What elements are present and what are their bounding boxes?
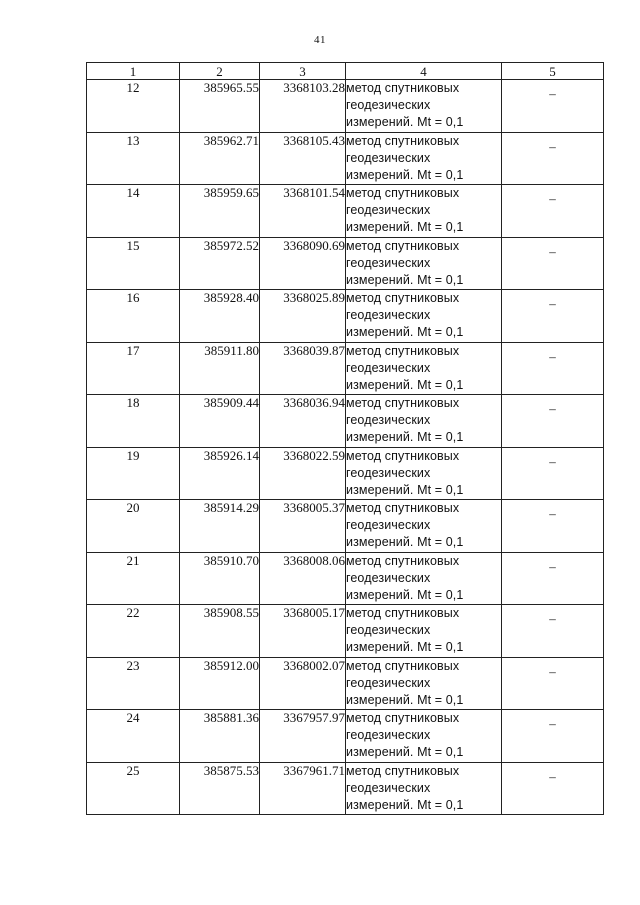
table-header: [87, 63, 604, 80]
method-cell: [346, 710, 502, 763]
page-number: 41: [314, 34, 326, 46]
method-line: метод спутниковых: [346, 81, 460, 95]
point-number-cell: 17: [87, 342, 180, 395]
coordinates-table: [86, 62, 604, 815]
y-coordinate-cell: 3367961.71: [260, 762, 346, 815]
x-coordinate-cell: 385910.70: [180, 552, 260, 605]
method-line: геодезических: [346, 360, 431, 375]
note-cell: [502, 395, 604, 448]
table-row: [87, 447, 604, 500]
note-dash: –: [549, 86, 556, 101]
method-line: метод спутниковых: [346, 343, 460, 358]
table-row: [87, 552, 604, 605]
note-cell: [502, 80, 604, 133]
point-number-cell: 15: [87, 237, 180, 290]
y-coordinate-cell: 3368025.89: [260, 290, 346, 343]
method-line: геодезических: [346, 465, 431, 480]
method-line: измерений. Mt = 0,1: [346, 167, 464, 182]
table-row: [87, 342, 604, 395]
table-row: [87, 185, 604, 238]
note-cell: [502, 447, 604, 500]
note-dash: –: [549, 243, 556, 259]
method-cell: [346, 80, 502, 133]
method-line: геодезических: [346, 98, 431, 112]
note-dash: –: [549, 611, 556, 626]
method-cell: [346, 185, 502, 238]
y-coordinate-cell: 3368022.59: [260, 447, 346, 500]
note-dash: –: [549, 191, 556, 206]
method-line: геодезических: [346, 308, 431, 322]
table-row: [87, 80, 604, 133]
y-coordinate-cell: 3368005.37: [260, 500, 346, 553]
y-coordinate-cell: 3368005.17: [260, 605, 346, 658]
note-dash: –: [549, 401, 556, 416]
table-row: [87, 605, 604, 658]
table-body: [87, 80, 604, 815]
method-cell: [346, 552, 502, 605]
note-dash: –: [549, 506, 556, 521]
y-coordinate-cell: 3368101.54: [260, 185, 346, 238]
note-dash: –: [549, 558, 556, 574]
point-number-cell: 16: [87, 290, 180, 343]
header-col-2: 2: [180, 63, 260, 80]
note-dash: –: [549, 663, 556, 679]
point-number-cell: 23: [87, 657, 180, 710]
note-cell: [502, 657, 604, 710]
note-cell: [502, 552, 604, 605]
method-line: метод спутниковых: [346, 711, 460, 725]
method-cell: [346, 605, 502, 658]
method-line: метод спутниковых: [346, 606, 460, 620]
table-row: [87, 237, 604, 290]
method-line: геодезических: [346, 255, 431, 270]
point-number-cell: 22: [87, 605, 180, 658]
method-cell: [346, 762, 502, 815]
y-coordinate-cell: 3368008.06: [260, 552, 346, 605]
point-number-cell: 18: [87, 395, 180, 448]
note-cell: [502, 185, 604, 238]
method-cell: [346, 395, 502, 448]
note-cell: [502, 605, 604, 658]
method-line: метод спутниковых: [346, 553, 460, 568]
x-coordinate-cell: 385959.65: [180, 185, 260, 238]
note-dash: –: [549, 768, 556, 784]
method-cell: [346, 132, 502, 185]
method-line: измерений. Mt = 0,1: [346, 692, 464, 707]
y-coordinate-cell: 3368090.69: [260, 237, 346, 290]
method-cell: [346, 237, 502, 290]
method-line: геодезических: [346, 518, 431, 532]
method-line: измерений. Mt = 0,1: [346, 640, 464, 654]
y-coordinate-cell: 3368105.43: [260, 132, 346, 185]
method-line: геодезических: [346, 780, 431, 795]
point-number-cell: 25: [87, 762, 180, 815]
method-line: измерений. Mt = 0,1: [346, 115, 464, 129]
y-coordinate-cell: 3368002.07: [260, 657, 346, 710]
point-number-cell: 12: [87, 80, 180, 133]
x-coordinate-cell: 385962.71: [180, 132, 260, 185]
note-dash: –: [549, 138, 556, 154]
point-number-cell: 21: [87, 552, 180, 605]
note-dash: –: [549, 453, 556, 469]
method-line: измерений. Mt = 0,1: [346, 220, 464, 234]
y-coordinate-cell: 3368039.87: [260, 342, 346, 395]
x-coordinate-cell: 385914.29: [180, 500, 260, 553]
x-coordinate-cell: 385926.14: [180, 447, 260, 500]
x-coordinate-cell: 385911.80: [180, 342, 260, 395]
method-cell: [346, 290, 502, 343]
note-dash: –: [549, 296, 556, 311]
method-line: метод спутниковых: [346, 448, 460, 463]
y-coordinate-cell: 3368103.28: [260, 80, 346, 133]
header-col-5: 5: [502, 63, 604, 80]
method-line: метод спутниковых: [346, 396, 460, 410]
method-line: метод спутниковых: [346, 238, 460, 253]
table-row: [87, 762, 604, 815]
method-cell: [346, 447, 502, 500]
method-line: измерений. Mt = 0,1: [346, 797, 464, 812]
method-line: геодезических: [346, 623, 431, 637]
method-cell: [346, 342, 502, 395]
method-line: измерений. Mt = 0,1: [346, 482, 464, 497]
point-number-cell: 19: [87, 447, 180, 500]
y-coordinate-cell: 3367957.97: [260, 710, 346, 763]
method-line: метод спутниковых: [346, 658, 460, 673]
table-row: [87, 395, 604, 448]
table-row: [87, 290, 604, 343]
method-line: геодезических: [346, 413, 431, 427]
method-line: измерений. Mt = 0,1: [346, 535, 464, 549]
point-number-cell: 24: [87, 710, 180, 763]
x-coordinate-cell: 385972.52: [180, 237, 260, 290]
note-dash: –: [549, 348, 556, 364]
y-coordinate-cell: 3368036.94: [260, 395, 346, 448]
method-line: метод спутниковых: [346, 186, 460, 200]
header-col-1: 1: [87, 63, 180, 80]
x-coordinate-cell: 385881.36: [180, 710, 260, 763]
method-line: метод спутниковых: [346, 763, 460, 778]
note-cell: [502, 237, 604, 290]
note-cell: [502, 342, 604, 395]
method-line: геодезических: [346, 675, 431, 690]
table-row: [87, 657, 604, 710]
method-line: геодезических: [346, 203, 431, 217]
note-cell: [502, 132, 604, 185]
x-coordinate-cell: 385875.53: [180, 762, 260, 815]
method-line: геодезических: [346, 728, 431, 742]
table-row: [87, 710, 604, 763]
note-cell: [502, 710, 604, 763]
method-line: измерений. Mt = 0,1: [346, 587, 464, 602]
x-coordinate-cell: 385909.44: [180, 395, 260, 448]
note-cell: [502, 500, 604, 553]
table-row: [87, 500, 604, 553]
method-line: метод спутниковых: [346, 133, 460, 148]
x-coordinate-cell: 385965.55: [180, 80, 260, 133]
method-line: измерений. Mt = 0,1: [346, 272, 464, 287]
x-coordinate-cell: 385908.55: [180, 605, 260, 658]
method-cell: [346, 500, 502, 553]
method-line: измерений. Mt = 0,1: [346, 377, 464, 392]
table-row: [87, 132, 604, 185]
method-line: измерений. Mt = 0,1: [346, 325, 464, 339]
header-col-4: 4: [346, 63, 502, 80]
header-row: [87, 63, 604, 80]
x-coordinate-cell: 385912.00: [180, 657, 260, 710]
header-col-3: 3: [260, 63, 346, 80]
x-coordinate-cell: 385928.40: [180, 290, 260, 343]
method-cell: [346, 657, 502, 710]
method-line: измерений. Mt = 0,1: [346, 745, 464, 759]
point-number-cell: 14: [87, 185, 180, 238]
method-line: геодезических: [346, 150, 431, 165]
note-cell: [502, 762, 604, 815]
note-cell: [502, 290, 604, 343]
method-line: геодезических: [346, 570, 431, 585]
point-number-cell: 13: [87, 132, 180, 185]
method-line: измерений. Mt = 0,1: [346, 430, 464, 444]
point-number-cell: 20: [87, 500, 180, 553]
method-line: метод спутниковых: [346, 501, 460, 515]
method-line: метод спутниковых: [346, 291, 460, 305]
note-dash: –: [549, 716, 556, 731]
